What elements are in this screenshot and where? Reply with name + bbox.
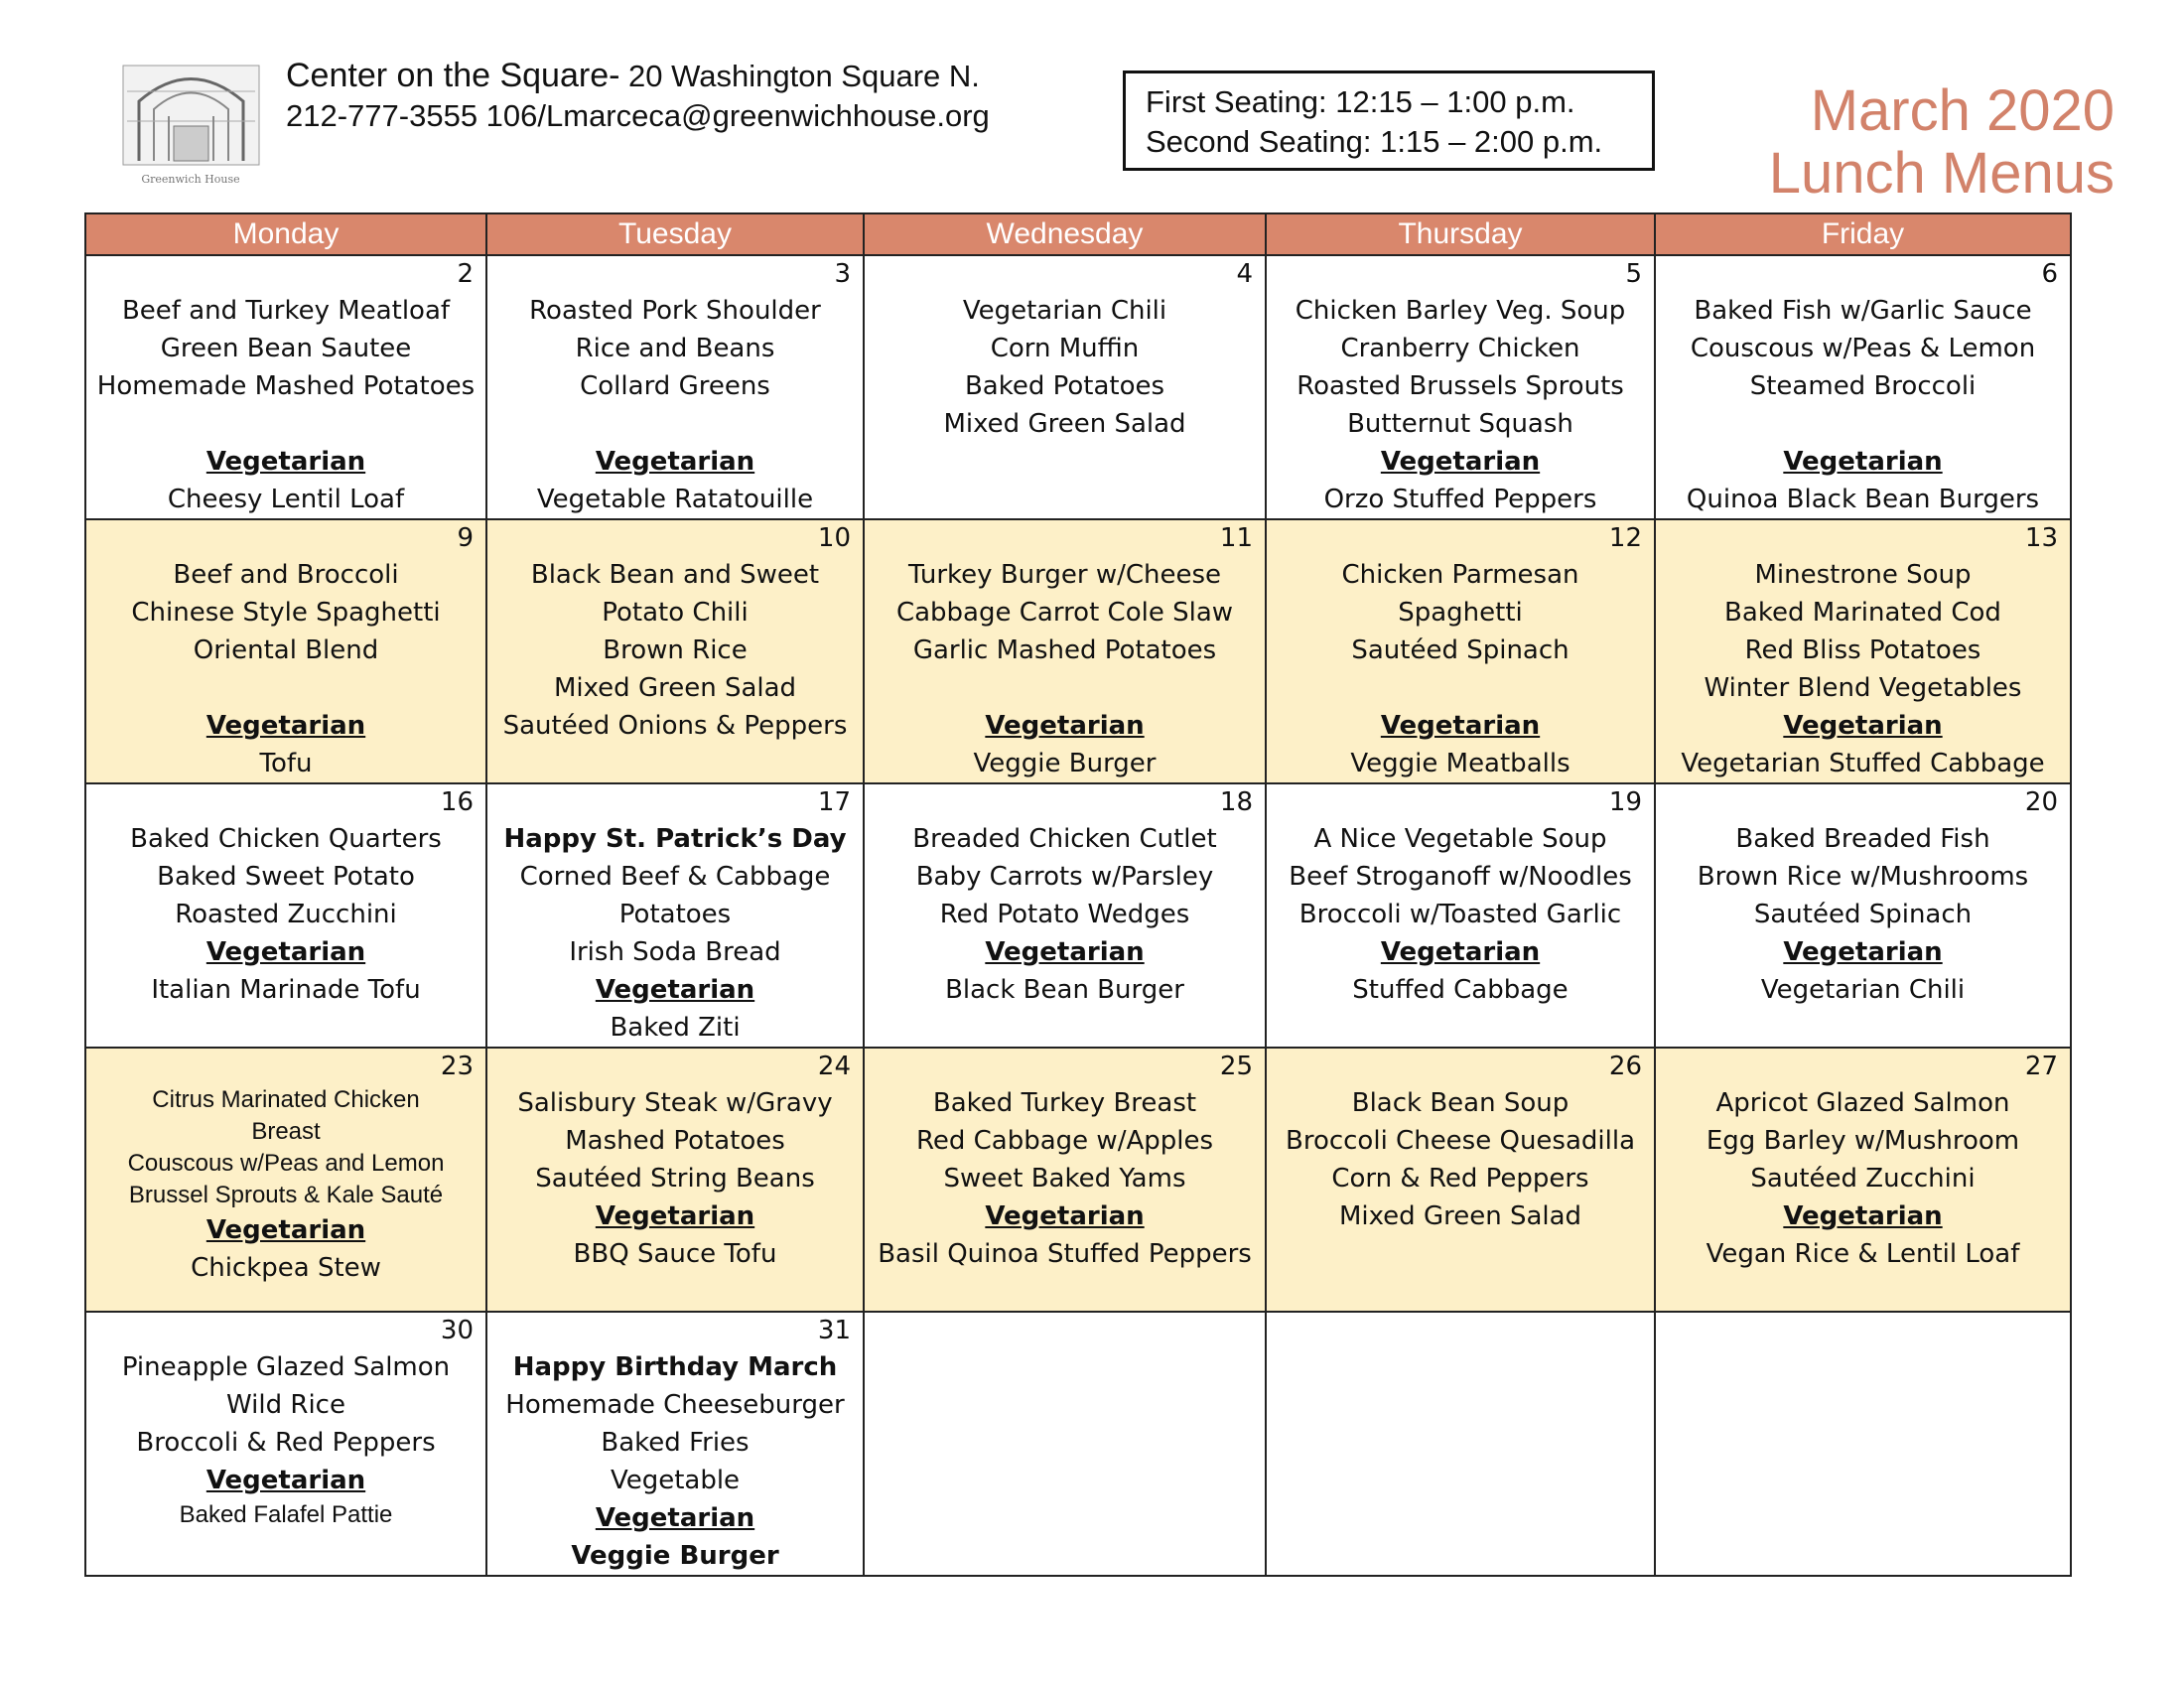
menu-item: Red Bliss Potatoes (1744, 635, 1981, 665)
calendar-day-cell (1655, 783, 2071, 1048)
vegetarian-label: Vegetarian (595, 1201, 755, 1231)
calendar-week-row (85, 783, 2071, 1048)
calendar-day-cell (864, 255, 1266, 519)
menu-item: Corn & Red Peppers (1331, 1164, 1589, 1194)
day-number: 11 (1219, 523, 1253, 553)
calendar-day-cell (864, 519, 1266, 783)
day-number: 31 (817, 1316, 851, 1345)
day-number: 9 (457, 523, 474, 553)
second-seating: Second Seating: 1:15 – 2:00 p.m. (1146, 124, 1603, 159)
menu-item: Vegan Rice & Lentil Loaf (1706, 1239, 2020, 1269)
vegetarian-label: Vegetarian (205, 937, 366, 967)
menu-item: Garlic Mashed Potatoes (912, 635, 1217, 665)
day-number: 18 (1219, 787, 1253, 817)
menu-item: Butternut Squash (1347, 409, 1573, 439)
menu-item: Black Bean Burger (945, 975, 1184, 1005)
menu-item: Pineapple Glazed Salmon (121, 1352, 451, 1382)
greenwich-house-logo (119, 62, 263, 191)
menu-item: Chinese Style Spaghetti (131, 598, 441, 628)
menu-item (865, 669, 1265, 707)
vegetarian-label: Vegetarian (1380, 447, 1541, 477)
menu-item: Potatoes (618, 900, 732, 929)
menu-item: Mixed Green Salad (1338, 1201, 1582, 1231)
calendar-day-cell (486, 255, 864, 519)
menu-item: Black Bean Soup (1351, 1088, 1570, 1118)
day-number: 10 (817, 523, 851, 553)
menu-item: Baked Marinated Cod (1724, 598, 2001, 628)
menu-item: Veggie Burger (973, 749, 1157, 778)
day-number: 19 (1608, 787, 1642, 817)
menu-month: March 2020 (1810, 78, 2115, 143)
seating-times-box (1123, 70, 1655, 171)
vegetarian-label: Vegetarian (1783, 711, 1943, 741)
menu-item (1656, 405, 2070, 443)
menu-item: Veggie Burger (571, 1541, 779, 1571)
weekday-header-row (85, 213, 2071, 255)
day-number: 3 (834, 259, 851, 289)
menu-item: Black Bean and Sweet (530, 560, 820, 590)
menu-item: Beef Stroganoff w/Noodles (1289, 862, 1632, 892)
vegetarian-label: Vegetarian (205, 1215, 366, 1245)
first-seating: First Seating: 12:15 – 1:00 p.m. (1146, 84, 1575, 119)
day-number (865, 1313, 1265, 1348)
menu-item: BBQ Sauce Tofu (573, 1239, 777, 1269)
weekday-header: Thursday (1266, 213, 1655, 255)
menu-item: Baked Fish w/Garlic Sauce (1694, 296, 2032, 326)
menu-item: Chicken Barley Veg. Soup (1295, 296, 1626, 326)
calendar-day-cell (1655, 1048, 2071, 1312)
menu-item: Baked Potatoes (964, 371, 1165, 401)
calendar-week-row (85, 1048, 2071, 1312)
menu-item: Broccoli w/Toasted Garlic (1298, 900, 1622, 929)
menu-item: Vegetarian Stuffed Cabbage (1681, 749, 2045, 778)
menu-item: Couscous w/Peas and Lemon (127, 1150, 445, 1177)
menu-item: Tofu (259, 749, 313, 778)
menu-subtitle: Lunch Menus (1768, 141, 2115, 206)
day-number: 20 (2024, 787, 2058, 817)
menu-item: Irish Soda Bread (569, 937, 781, 967)
vegetarian-label: Vegetarian (595, 447, 755, 477)
organization-address: 20 Washington Square N. (619, 59, 980, 93)
day-number: 5 (1625, 259, 1642, 289)
menu-item: Sautéed Zucchini (1750, 1164, 1976, 1194)
day-number (1267, 1313, 1654, 1348)
menu-item: Mixed Green Salad (943, 409, 1186, 439)
calendar-day-cell (1655, 519, 2071, 783)
menu-item: Brown Rice (603, 635, 748, 665)
menu-item: A Nice Vegetable Soup (1313, 824, 1607, 854)
menu-item: Orzo Stuffed Peppers (1323, 485, 1597, 514)
vegetarian-label: Vegetarian (985, 711, 1145, 741)
menu-item: Baked Fries (601, 1428, 750, 1458)
menu-item: Veggie Meatballs (1350, 749, 1570, 778)
menu-item: Chicken Parmesan (1341, 560, 1579, 590)
menu-item: Brussel Sprouts & Kale Sauté (128, 1182, 444, 1208)
calendar-week-row (85, 255, 2071, 519)
menu-item: Italian Marinade Tofu (151, 975, 421, 1005)
calendar-day-cell (486, 519, 864, 783)
day-number: 25 (1219, 1052, 1253, 1081)
day-number: 26 (1608, 1052, 1642, 1081)
vegetarian-label: Vegetarian (205, 1466, 366, 1495)
logo-caption: Greenwich House (141, 173, 240, 186)
menu-item: Cheesy Lentil Loaf (167, 485, 405, 514)
day-number: 12 (1608, 523, 1642, 553)
menu-item: Baked Breaded Fish (1735, 824, 1990, 854)
organization-name-line (286, 56, 990, 96)
calendar-day-cell (1655, 255, 2071, 519)
weekday-header: Tuesday (486, 213, 864, 255)
day-number: 2 (457, 259, 474, 289)
day-number: 23 (440, 1052, 474, 1081)
vegetarian-label: Vegetarian (1380, 937, 1541, 967)
organization-contact: 212-777-3555 106/Lmarceca@greenwichhouse.org (286, 98, 990, 133)
menu-item: Salisbury Steak w/Gravy (517, 1088, 833, 1118)
menu-item: Baby Carrots w/Parsley (915, 862, 1214, 892)
menu-item: Chickpea Stew (191, 1253, 381, 1283)
menu-item: Sautéed Spinach (1753, 900, 1973, 929)
calendar-day-cell (486, 1048, 864, 1312)
organization-info (286, 56, 990, 136)
menu-item: Stuffed Cabbage (1352, 975, 1569, 1005)
menu-item: Steamed Broccoli (1749, 371, 1977, 401)
vegetarian-label: Vegetarian (1783, 447, 1943, 477)
calendar-day-cell (1266, 783, 1655, 1048)
lunch-menu-calendar (84, 212, 2072, 1577)
menu-item: Baked Ziti (610, 1013, 741, 1043)
menu-item: Spaghetti (1398, 598, 1523, 628)
vegetarian-label: Vegetarian (1380, 711, 1541, 741)
menu-item: Happy St. Patrick’s Day (503, 824, 847, 854)
menu-item: Broccoli & Red Peppers (136, 1428, 436, 1458)
menu-item (487, 405, 863, 443)
calendar-week-row (85, 519, 2071, 783)
day-number: 13 (2024, 523, 2058, 553)
menu-item: Wild Rice (226, 1390, 345, 1420)
menu-item: Mixed Green Salad (553, 673, 797, 703)
calendar-day-cell (864, 1048, 1266, 1312)
vegetarian-label: Vegetarian (595, 1503, 755, 1533)
menu-item: Turkey Burger w/Cheese (907, 560, 1222, 590)
vegetarian-label: Vegetarian (595, 975, 755, 1005)
menu-item: Roasted Pork Shoulder (529, 296, 821, 326)
day-number: 16 (440, 787, 474, 817)
menu-item (86, 405, 485, 443)
menu-item: Homemade Mashed Potatoes (96, 371, 476, 401)
menu-item: Sweet Baked Yams (943, 1164, 1186, 1194)
menu-item: Roasted Zucchini (175, 900, 397, 929)
calendar-day-cell (85, 1048, 486, 1312)
menu-item: Red Cabbage w/Apples (915, 1126, 1214, 1156)
calendar-day-cell (85, 783, 486, 1048)
menu-item: Cranberry Chicken (1340, 334, 1580, 363)
menu-item: Vegetable (610, 1466, 741, 1495)
menu-item: Collard Greens (580, 371, 770, 401)
menu-item: Sautéed String Beans (535, 1164, 815, 1194)
menu-item: Beef and Turkey Meatloaf (121, 296, 451, 326)
menu-item: Minestrone Soup (1754, 560, 1972, 590)
calendar-day-cell (1266, 1312, 1655, 1576)
menu-item: Basil Quinoa Stuffed Peppers (878, 1239, 1252, 1269)
weekday-header: Friday (1655, 213, 2071, 255)
calendar-day-cell (1266, 1048, 1655, 1312)
menu-item: Breast (251, 1118, 321, 1145)
menu-item: Broccoli Cheese Quesadilla (1285, 1126, 1636, 1156)
menu-item: Cabbage Carrot Cole Slaw (895, 598, 1234, 628)
vegetarian-label: Vegetarian (1783, 1201, 1943, 1231)
menu-item: Baked Falafel Pattie (179, 1501, 393, 1528)
menu-item: Corned Beef & Cabbage (519, 862, 831, 892)
vegetarian-label: Vegetarian (985, 937, 1145, 967)
calendar-day-cell (1655, 1312, 2071, 1576)
menu-item: Rice and Beans (575, 334, 775, 363)
menu-item: Brown Rice w/Mushrooms (1697, 862, 2029, 892)
menu-item: Beef and Broccoli (173, 560, 399, 590)
weekday-header: Monday (85, 213, 486, 255)
calendar-day-cell (864, 783, 1266, 1048)
day-number: 4 (1236, 259, 1253, 289)
day-number: 6 (2041, 259, 2058, 289)
vegetarian-label: Vegetarian (205, 711, 366, 741)
menu-item: Vegetarian Chili (1760, 975, 1966, 1005)
day-number: 17 (817, 787, 851, 817)
day-number: 24 (817, 1052, 851, 1081)
vegetarian-label: Vegetarian (985, 1201, 1145, 1231)
calendar-day-cell (486, 783, 864, 1048)
vegetarian-label: Vegetarian (205, 447, 366, 477)
calendar-day-cell (864, 1312, 1266, 1576)
menu-title (1769, 79, 2115, 205)
calendar-day-cell (85, 255, 486, 519)
menu-item: Citrus Marinated Chicken (152, 1086, 420, 1113)
menu-item: Baked Chicken Quarters (130, 824, 442, 854)
menu-item: Vegetarian Chili (962, 296, 1167, 326)
menu-item: Baked Turkey Breast (932, 1088, 1197, 1118)
menu-item: Baked Sweet Potato (157, 862, 415, 892)
menu-item: Mashed Potatoes (565, 1126, 785, 1156)
vegetarian-label: Vegetarian (1783, 937, 1943, 967)
menu-item: Homemade Cheeseburger (505, 1390, 845, 1420)
menu-item: Quinoa Black Bean Burgers (1686, 485, 2040, 514)
calendar-week-row (85, 1312, 2071, 1576)
menu-item: Apricot Glazed Salmon (1715, 1088, 2010, 1118)
menu-item (86, 669, 485, 707)
menu-item: Couscous w/Peas & Lemon (1690, 334, 2036, 363)
day-number (1656, 1313, 2070, 1348)
menu-item: Vegetable Ratatouille (536, 485, 814, 514)
menu-item: Winter Blend Vegetables (1704, 673, 2022, 703)
menu-item: Sautéed Spinach (1351, 635, 1570, 665)
menu-item: Potato Chili (602, 598, 749, 628)
weekday-header: Wednesday (864, 213, 1266, 255)
menu-item (1267, 669, 1654, 707)
menu-item: Corn Muffin (990, 334, 1140, 363)
day-number: 30 (440, 1316, 474, 1345)
menu-item: Oriental Blend (193, 635, 379, 665)
menu-item: Sautéed Onions & Peppers (502, 711, 848, 741)
menu-item: Breaded Chicken Cutlet (912, 824, 1217, 854)
menu-item: Egg Barley w/Mushroom (1706, 1126, 2020, 1156)
calendar-day-cell (1266, 255, 1655, 519)
calendar-day-cell (1266, 519, 1655, 783)
day-number: 27 (2024, 1052, 2058, 1081)
menu-item: Green Bean Sautee (160, 334, 412, 363)
menu-item: Roasted Brussels Sprouts (1297, 371, 1624, 401)
menu-item: Red Potato Wedges (939, 900, 1190, 929)
calendar-day-cell (85, 1312, 486, 1576)
calendar-day-cell (85, 519, 486, 783)
calendar-day-cell (486, 1312, 864, 1576)
menu-item: Happy Birthday March (512, 1352, 838, 1382)
organization-name: Center on the Square- (286, 57, 620, 94)
